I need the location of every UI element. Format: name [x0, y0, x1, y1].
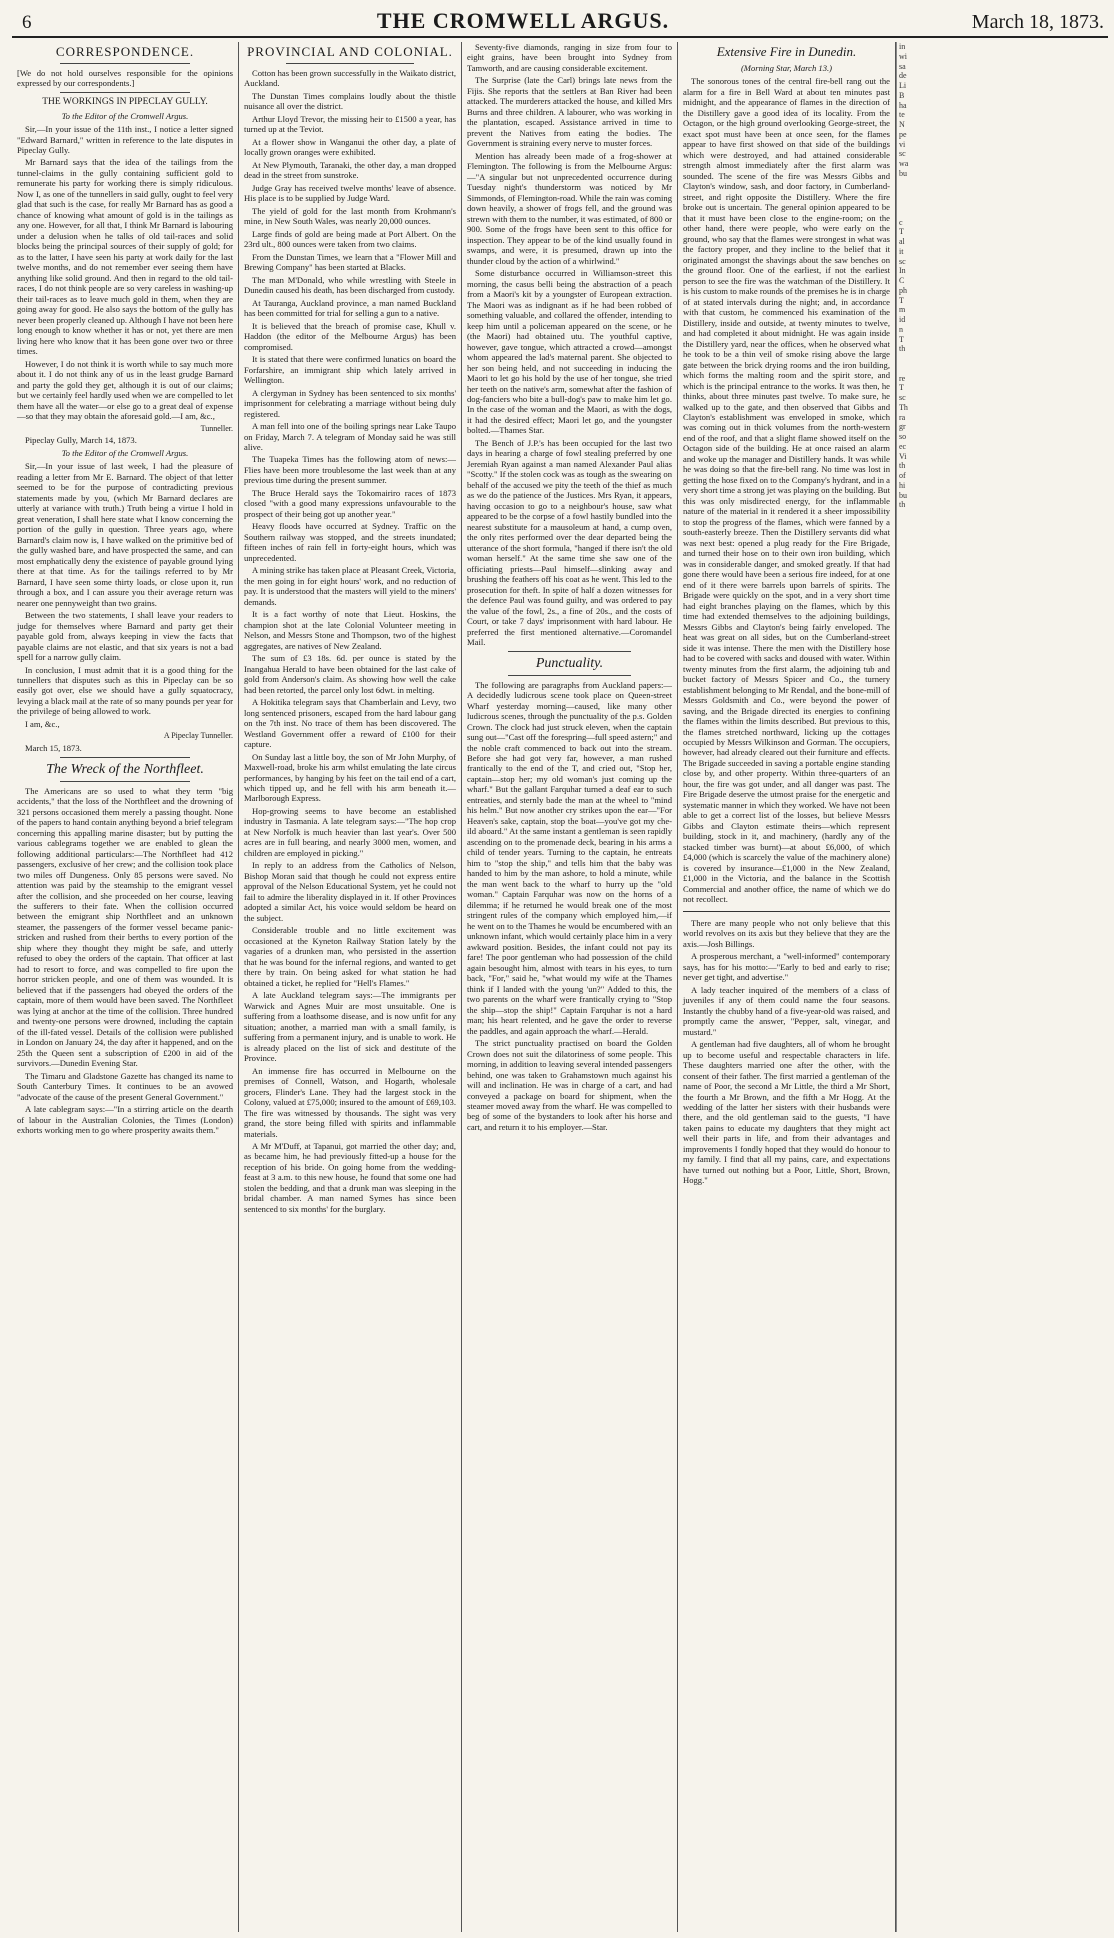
divider: [60, 63, 190, 64]
divider: [683, 911, 890, 912]
news-item: An immense fire has occurred in Melbourne on the premises of Connell, Watson, and Hogarth, wholesale grocers, Flinder's Lane. They had the largest stock in the Colony, valued at £75,000; insured to the amount of £69,103. The fire was witnessed by thousands. The sight was very grand, the store being filled with spirits and inflammable materials.: [244, 1065, 456, 1139]
wreck-para: The Timaru and Gladstone Gazette has changed its name to South Canterbury Times. It continues to be an avowed "advocate of the cause of the present General Government.": [17, 1070, 233, 1102]
divider: [60, 781, 190, 782]
newspaper-title: THE CROMWELL ARGUS.: [376, 8, 670, 33]
news-item: Arthur Lloyd Trevor, the missing heir to £1500 a year, has turned up at the Teviot.: [244, 113, 456, 135]
news-item: Hop-growing seems to have become an established industry in Tasmania. A late telegram says:—"The hop crop at New Norfolk is much heavier than last year's. Over 500 acres are in full bearing, and nearly 3000 men, women, and children are employed in picking.": [244, 805, 456, 858]
wreck-para: A late cablegram says:—"In a stirring article on the dearth of labour in the Australian Colonies, the Times (London) exhorts working men to go where prosperity awaits them.": [17, 1104, 233, 1136]
letter1-para: However, I do not think it is worth while to say much more about it. I do not think any of us in the least grudge Barnard and party the gold they get, although it is out of our claims; but we certainly feel hardly used when we are compelled to let them have all the water—or else go to a great deal of expense—so that they may obtain the aforesaid gold.—I am, &c.,: [17, 358, 233, 422]
column-provincial: [239, 42, 462, 1932]
news-item: Cotton has been grown successfully in the Waikato district, Auckland.: [244, 68, 456, 89]
news-item: From the Dunstan Times, we learn that a "Flower Mill and Brewing Company" has been started at Blacks.: [244, 251, 456, 273]
news-item: The man M'Donald, who while wrestling with Steele in Dunedin caused his death, has been discharged from custody.: [244, 274, 456, 296]
letter1-addressee: To the Editor of the Cromwell Argus.: [61, 110, 189, 121]
news-item: The yield of gold for the last month from Krohmann's mine, in New South Wales, was nearly 20,000 ounces.: [244, 205, 456, 227]
letter1-para: Mr Barnard says that the idea of the tailings from the tunnel-claims in the gully containing sufficient gold to remunerate his party for working there is simply ridiculous. Now I, as one of the tunnellers in said gully, ought to feel very glad that such is the case, for really Mr Barnard has as good a chance of knowing what amount of gold is in the tailings as any one. However, for all that, I think Mr Barnard is labouring under a delusion when he talks of old tail-races and solid blocks being the principal sources of their supply of gold; for as to the latter, I have seen his party at work daily for the last twelve months, and do not remember ever seeing them have anything like solid ground. And then in regard to the old tail-races, I do not think people are so very careless in washing-up their tail-races as to leave much gold in them, when they are going away for good. He also says the bottom of the gully has never been properly cleaned up. Although I have not been here long enough to know whether it has or not, yet there are men living here who know that it has been gone over two or three times.: [17, 157, 233, 357]
letter2-signature: A Pipeclay Tunneller.: [163, 731, 233, 741]
letter2-date: March 15, 1873.: [25, 743, 82, 754]
news-item: In reply to an address from the Catholics of Nelson, Bishop Moran said that though he could not express entire approval of the Nelson Educational System, yet he could not fail to admire the liberality displayed in it. If other Provinces adopted a similar Act, his voice would seldom be heard on the subject.: [244, 860, 456, 923]
letter1-place: Pipeclay Gully, March 14, 1873.: [25, 435, 137, 446]
news-item: The Surprise (late the Carl) brings late news from the Fijis. She reports that the settlers at Ban River had been attacked. The murderers attacked the house, and killed Mrs Burns and three children. A labourer, who was working in the plantation, escaped. Assistance arrived in time to prevent the Natives from eating the bodies. The Government is straining every nerve to muster forces.: [467, 75, 672, 149]
news-item: It is believed that the breach of promise case, Khull v. Haddon (the editor of the Melbourne Argus) has been compromised.: [244, 320, 456, 352]
news-item: It is a fact worthy of note that Lieut. Hoskins, the champion shot at the late Colonial Volunteer meeting in Nelson, and Messrs Stone and Thompson, two of the highest aggregates, are natives of New Zealand.: [244, 609, 456, 651]
divider: [286, 63, 413, 64]
punctuality-para: The following are paragraphs from Auckland papers:—A decidedly ludicrous scene took place on Queen-street Wharf yesterday morning—caused, like many other ludicrous scenes, through the punctuality of the p.s. Golden Crown. The clock had just struck eleven, when the captain sung out—"Cast off the forespring—full speed astern;" and the noble craft commenced to back out into the stream. Before she had got very far, however, a man rushed frantically to the end of the T, and cried out, "Stop her, captain—stop her; my old woman's just coming up the wharf." But the gallant Farquhar turned a deaf ear to such entreaties, and sternly bade the man at the wheel to "mind his helm." But now another cry strikes upon the ear—"For Heaven's sake, captain, stop the boat—you've got my che-ild aboard." At the same instant a gentleman is seen rapidly ascending on to the promenade deck, bearing in his arms a child of tender years. Turning to the captain, he entreats him to "stop the ship," and tells him that the baby was handed to him by the man ashore, to hold a minute, while the man went back to the wharf to hurry up the "old woman." Captain Farquhar was now on the horns of a dilemma; if he returned he would break one of the most stringent rules of the company which employed him,—if he went on to the Thames he would be encumbered with an unknown infant, which would certainly place him in a very awkward position. Besides, the infant could not pay its fare! The poor gentleman who had possession of the child again besought him, almost with tears in his eyes, to turn back, "For," said he, "what would my wife at the Thames think if I landed with the young 'un?" Added to this, the two parents on the wharf were frantically crying to "Stop the ship—stop the ship!" Captain Farquhar is not a hard man; his heart relented, and he gave the order to reverse the paddles, and again approach the wharf.—Herald.: [467, 679, 672, 1036]
letter1-signature: Tunneller.: [200, 423, 233, 433]
letter2-para: Between the two statements, I shall leave your readers to judge for themselves where Barnard and party get their payable gold from, always keeping in view the facts that payable claims are not elastic, and that six years is not a bad spell for a narrow gully claim.: [17, 610, 233, 663]
divider: [508, 651, 631, 652]
news-item: It is stated that there were confirmed lunatics on board the Forfarshire, an immigrant ship which lately arrived in Wellington.: [244, 354, 456, 386]
column-news-continued: [462, 42, 678, 1932]
fragment-text: in wi sa de Li B ha te N pe vi sc wa bu c T al it sc In C ph T m id n T th re T sc Th ra gr so ec Vi th of hi bu th: [899, 42, 909, 510]
news-item: Heavy floods have occurred at Sydney. Traffic on the Southern railway was stopped, and the streets inundated; fifteen inches of rain fell in forty-eight hours, which was unprecedented.: [244, 521, 456, 563]
news-item: A late Auckland telegram says:—The immigrants per Warwick and Agnes Muir are most unsuitable. One is suffering from a loathsome disease, and is now unfit for any situation; another, a married man with a small family, is suffering from a permanent injury, and is unable to work. He is already placed on the list of sick and destitute of the Province.: [244, 990, 456, 1064]
fire-para: The sonorous tones of the central fire-bell rang out the alarm for a fire in Bell Ward at about ten minutes past midnight, and the appearance of flames in the direction of the Distillery gave a good idea of its locality. From the Octagon, or the high ground overlooking George-street, the exact spot must have been at once seen, for the flames appear to have first showed on that side of the buildings which were destroyed, and had attained considerable strength almost immediately after the first alarm was sounded. The scene of the fire was Messrs Gibbs and Clayton's window, sash, and door factory, in Cumberland-street, and right opposite the Distillery. Where the fire broke out is uncertain. The general opinion appeared to be that it must have been close to the engine-room; on the other hand, there were people, who were early on the ground, who say that the flames were strongest in what was the factory proper, and they incline to the belief that it originated amongst the shavings about the saw benches on the ground floor. One of the earliest, if not the earliest person to see the fire was the watchman of the Distillery. It is his custom to make rounds of the premises he is in charge of at stated intervals during the night; and, in accordance with that custom, he commenced his examination of the Distillery, inside and outside, at twenty minutes to twelve, and had completed it about midnight. He was again inside the Distillery yard, near the offices, when he observed what he took to be a thin veil of smoke rising above the large gate between the brick drying rooms and the iron building, which forms the malting room and the spirit store, and which is the principal entrance to the works. It was then, he thinks, about three minutes past twelve. To make sure, he walked up to the gate, and then observed that Gibbs and Clayton's establishment was enveloped in smoke, which was coming out in thick volumes from the north-western end of the roof, and that a slight flame showed itself on the Octagon side of the building. He at once raised an alarm and woke up the manager and Distillery hands. It was while he was doing so that the fire-bell rang. No time was lost in getting the hose fixed on to the Company's hydrant, and in a very short time a strong jet was playing on the building. But this was only misdirected energy, for the inflammable nature of the material in it rendered it a sheer impossibility to stop the progress of the flames, which were fanned by a south-easterly breeze. Then the Distillery servants did what was next best: opened a plug ready for the Fire Brigade, and turned their hose on to their own iron building, which was in considerable danger, and smoked greatly. If that had gone there would have been a serious fire indeed, for at one end of it there were barrels upon barrels of spirits. The Brigade were quickly on the spot, and in a very short time had eight branches playing on the flames, which by this time had extended themselves to the adjoining buildings, Messrs Gibbs and Clayton's being fairly enveloped. The heat was great on all sides, but on the Cumberland-street side it was intense. There the men with the Distillery hose had to be covered with sacks and doused with water. Within twenty minutes from the first alarm, the adjoining tub and bucket factory of Messrs Spicer and Co., the turnery establishment belonging to Mr Rendal, and the bone-mill of Messrs Goldsmith and Co., were beyond the power of saving, and the Brigade directed its energies to confining the flames within the limits described. But previous to this, the flames stretched northward, licking up the cottages occupied by Messrs Wilkinson and Gorman. The occupiers, however, had already cleared out their furniture and effects. The Brigade succeeded in saving a portable engine standing close by, and other property. Within three-quarters of an hour, the fire was got under, and all danger was past. The Fire Brigade deserve the utmost praise for the energetic and systematic manner in which they worked. We have not been able to get a correct list of the losses, but believe Messrs Gibbs and Clayton estimate theirs—which represent building, stock in it, and machinery, (hardly any of the stacked timber was burnt)—at about £6,000, of which £4,000 (which is scarcely the value of the machinery alone) is covered by insurance—£1,000 in the New Zealand, £1,000 in the Victoria, and the balance in the Scottish Commercial and another office, the name of which we do not recollect.: [683, 76, 890, 905]
news-item: Mention has already been made of a frog-shower at Flemington. The following is from the Melbourne Argus:—"A singular but not unprecedented occurrence during Tuesday night's thunderstorm was noticed by Mr Simmonds, of Flemington-road. While the rain was coming down heavily, a shower of frogs fell, and the ground was strewn with them to the number, it was estimated, of 800 or 900. Some of the frogs have been sent to this office for inspection. They appear to be of the kind usually found in swamps, and were, it is presumed, drawn up into the thunder cloud by the action of a whirlwind.": [467, 150, 672, 266]
correspondence-heading: CORRESPONDENCE.: [55, 44, 195, 59]
wreck-heading: The Wreck of the Northfleet.: [46, 761, 204, 777]
divider: [508, 675, 631, 676]
news-item: Considerable trouble and no little excitement was occasioned at the Kyneton Railway Station lately by the vagaries of a drunken man, who persisted in the assertion that he was bound for the infernal regions, and wanted to get there by train. On being asked for what station he had obtained a ticket, he replied for "Hell's Flames.": [244, 925, 456, 988]
news-item: A Mr M'Duff, at Tapanui, got married the other day; and, as became him, he had previously fitted-up a house for the reception of his bride. On going home from the wedding-feast at 3 a.m. to this new house, he found that some one had stolen the bedding, and that a drunk man was sleeping in the bridal chamber. A man named Symes has since been sentenced to six months' for the burglary.: [244, 1140, 456, 1214]
columns: [12, 42, 1108, 1932]
wreck-para: The Americans are so used to what they term "big accidents," that the loss of the Northfleet and the drowning of 321 persons occasioned them merely a passing thought. None of the papers to hand contain anything beyond a brief telegram concerning this appalling marine disaster; but by putting the various cablegrams together we are enabled to glean the following additional particulars:—The Northfleet had 412 passengers, exclusive of her crew; and the collision took place two miles off Dungeness. Only 85 persons were saved. No attention was paid by the steamship to the emigrant vessel after the collision, and she proceeded on her course, leaving the sufferers to their fate. When the collision occurred between the emigrant ship Northfleet and an unknown steamer, the passengers of the former vessel became panic-stricken and rushed from their berths to every portion of the ship where they thought they might be safe, and utterly refused to obey the orders of the captain. That officer at last had to resort to force, and was compelled to fire upon the horror stricken people, and one of them was wounded. It is believed that if the passengers had obeyed the orders of the captain, more of them would have been saved. The Northfleet was lying at anchor at the time of the collision. Three hundred and twenty-one persons were drowned, including the captain of the ill-fated vessel. Details of the collision were published in London on January 24, the day after it happened, and on the 25th the Queen sent a subscription of £200 in aid of the survivors.—Dunedin Evening Star.: [17, 785, 233, 1069]
news-item: The sum of £3 18s. 6d. per ounce is stated by the Inangahua Herald to have been obtained for the last cake of gold from Anderson's claim. As showing how well the cake had been retorted, the parcel only lost 6dwt. in melting.: [244, 653, 456, 695]
letter1-title: THE WORKINGS IN PIPECLAY GULLY.: [42, 96, 208, 107]
page-number: 6: [22, 12, 32, 33]
column-fire: [678, 42, 896, 1932]
letter1-para: Sir,—In your issue of the 11th inst., I notice a letter signed "Edward Barnard," written in reference to the late disputes in Pipeclay Gully.: [17, 124, 233, 155]
column-correspondence: [12, 42, 239, 1932]
provincial-heading: PROVINCIAL AND COLONIAL.: [247, 44, 453, 59]
divider: [60, 757, 190, 758]
editorial-note: [We do not hold ourselves responsible for the opinions expressed by our correspondents.]: [17, 68, 233, 89]
misc-item: A lady teacher inquired of the members of a class of juveniles if any of them could name the four seasons. Instantly the chubby hand of a five-year-old was raised, and promptly came the answer, "Pepper, salt, vinegar, and mustard.": [683, 984, 890, 1037]
punctuality-heading: Punctuality.: [535, 655, 604, 671]
news-item: On Sunday last a little boy, the son of Mr John Murphy, of Maxwell-road, broke his arm whilst emulating the late circus performances, by hanging by his feet on the tail end of a cart, which tipped up, and he fell with his arm beneath it.—Marlborough Express.: [244, 751, 456, 804]
punctuality-para: The strict punctuality practised on board the Golden Crown does not suit the dilatoriness of some people. This morning, in addition to leaving several intended passengers behind, one was taken to Grahamstown much against his will and inclination. He was in charge of a cart, and had conveyed a package on board for shipment, when the steamer moved away from the wharf. He was compelled to beg of some of the bystanders to look after his horse and cart, and return it to his employer.—Star.: [467, 1038, 672, 1132]
news-item: Some disturbance occurred in Williamson-street this morning, the casus belli being the abstraction of a peach from a Maori's kit by a youngster of European extraction. The Maori was as indignant as if he had been robbed of something valuable, and collared the offender, intending to keep him until a policeman appeared on the scene, or he (the Maori) had obtained utu. The youthful captive, however, gave tongue, which attracted a crowd—amongst whom appeared the lad's maternal parent. She objected to her son being held, and not succeeding in inducing the Maori to let go his hold by the use of her tongue, she tried her teeth on the native's arm, somewhat after the fashion of dog-fanciers who bite a bull-dog's paw to make him let go. In the case of the woman and the Maori, as with the dogs, it had the desired effect; Maori let go, and the youngster bolted.—Thames Star.: [467, 268, 672, 436]
misc-item: A prosperous merchant, a "well-informed" contemporary says, has for his motto:—"Early to bed and early to rise; never get tight, and advertise.": [683, 951, 890, 983]
news-item: The Bench of J.P.'s has been occupied for the last two days in hearing a charge of fowl stealing preferred by one Jeremiah Ryan against a man named Alexander Paul alias "Scotty." If the stolen cock was as tough as the swearing on behalf of the accused we pity the teeth of the thief as much as we do the patience of the Justices. Mrs Ryan, it appears, having occasion to go to a neighbour's house, saw what appeared to be the corpse of a fowl hastily bundled into the nearest substitute for a mausoleum at hand, a cump oven, the only rites performed over the dear departed being the utterance of the short formula, "hanged if there isn't the old woman herself." At the same time she saw one of the officiating priests—Paul himself—slinking away and brushing the feathers off his coat as he went. This led to the prosecution for theft. In spite of half a dozen witnesses for the defence Paul was found guilty, and was ordered to pay the value of the fowl, 2s., a fine of 20s., and the costs of Court, or take 7 days' imprisonment with hard labour. He preferred the first mentioned alternative.—Coromandel Mail.: [467, 437, 672, 648]
news-item: A mining strike has taken place at Pleasant Creek, Victoria, the men going in for eight hours' work, and no reduction of pay. It is understood that the masters will yield to the miners' demands.: [244, 565, 456, 607]
news-item: At Tauranga, Auckland province, a man named Buckland has been committed for trial for selling a gun to a native.: [244, 297, 456, 319]
news-item: The Bruce Herald says the Tokomairiro races of 1873 closed "with a good many expressions unfavourable to the prospect of their being got up another year.": [244, 487, 456, 519]
news-item: A man fell into one of the boiling springs near Lake Taupo on Friday, March 7. A telegram of Monday said he was still alive.: [244, 421, 456, 452]
letter2-addressee: To the Editor of the Cromwell Argus.: [61, 447, 189, 458]
divider: [60, 92, 190, 93]
fire-heading: Extensive Fire in Dunedin.: [716, 44, 857, 59]
news-item: Judge Gray has received twelve months' leave of absence. His place is to be supplied by Judge Ward.: [244, 182, 456, 204]
news-item: Large finds of gold are being made at Port Albert. On the 23rd ult., 800 ounces were taken from two claims.: [244, 228, 456, 250]
news-item: A Hokitika telegram says that Chamberlain and Levy, two long sentenced prisoners, escaped from the hard labour gang on the 7th inst. No trace of them has been discovered. The Westland Government offer a reward of £100 for their capture.: [244, 697, 456, 750]
news-item: The Dunstan Times complains loudly about the thistle nuisance all over the district.: [244, 90, 456, 112]
news-item: At New Plymouth, Taranaki, the other day, a man dropped dead in the street from sunstroke.: [244, 159, 456, 181]
letter2-para: Sir,—In your issue of last week, I had the pleasure of reading a letter from Mr E. Barnard. The object of that letter seemed to be for the purpose of contradicting previous statements made by you, (which Mr Barnard declares are utterly at variance with truth.) Truth being a virtue I hold in great veneration, I shall here state what I know concerning the portion of the gully in question. Three years ago, where Barnard's claim now is, I have walked on the primitive bed of the gully washed bare, and have prospected the same, and can most emphatically deny the existence of payable ground lying there at that time. As for the tailings referred to by Mr Barnard, I have seen some thirty loads, or close upon it, run through a box, and I can assure you their average return was nearer one pennyweight than two grains.: [17, 461, 233, 608]
issue-date: March 18, 1873.: [971, 11, 1104, 33]
news-item: A clergyman in Sydney has been sentenced to six months' imprisonment for celebrating a marriage without being duly registered.: [244, 387, 456, 419]
letter2-close: I am, &c.,: [25, 718, 60, 729]
news-item: Seventy-five diamonds, ranging in size from four to eight grains, have been brought into Sydney from Tamworth, and are causing considerable excitement.: [467, 42, 672, 73]
masthead: [12, 4, 1108, 38]
letter2-para: In conclusion, I must admit that it is a good thing for the tunnellers that disputes such as this in Pipeclay can be so easily got over, else we should have a gully squatocracy, levying a black mail at the rate of so many pounds per year for the privilege of being allowed to work.: [17, 664, 233, 717]
news-item: The Tuapeka Times has the following atom of news:—Flies have been more troublesome the last week than at any previous time during the present summer.: [244, 454, 456, 486]
fire-subhead: (Morning Star, March 13.): [740, 63, 833, 73]
misc-item: A gentleman had five daughters, all of whom he brought up to become useful and respectable characters in life. These daughters married one after the other, with the consent of their father. The first married a gentleman of the name of Poor, the second a Mr Little, the third a Mr Short, the fourth a Mr Brown, and the fifth a Mr Hogg. At the wedding of the latter her sisters with their husbands were there, and the old gentleman said to the guests, "I have taken pains to educate my daughters that they might act well their parts in life, and from their advantages and improvements I fondly hoped that they would do honour to my family. I find that all my pains, care, and expectations have turned out nothing but a Poor, Little, Short, Brown, Hogg.": [683, 1039, 890, 1186]
news-item: At a flower show in Wanganui the other day, a plate of locally grown oranges were exhibited.: [244, 136, 456, 158]
column-cut-off-fragment: [896, 42, 946, 1932]
misc-item: There are many people who not only believe that this world revolves on its axis but they believe that they are the axis.—Josh Billings.: [683, 917, 890, 949]
